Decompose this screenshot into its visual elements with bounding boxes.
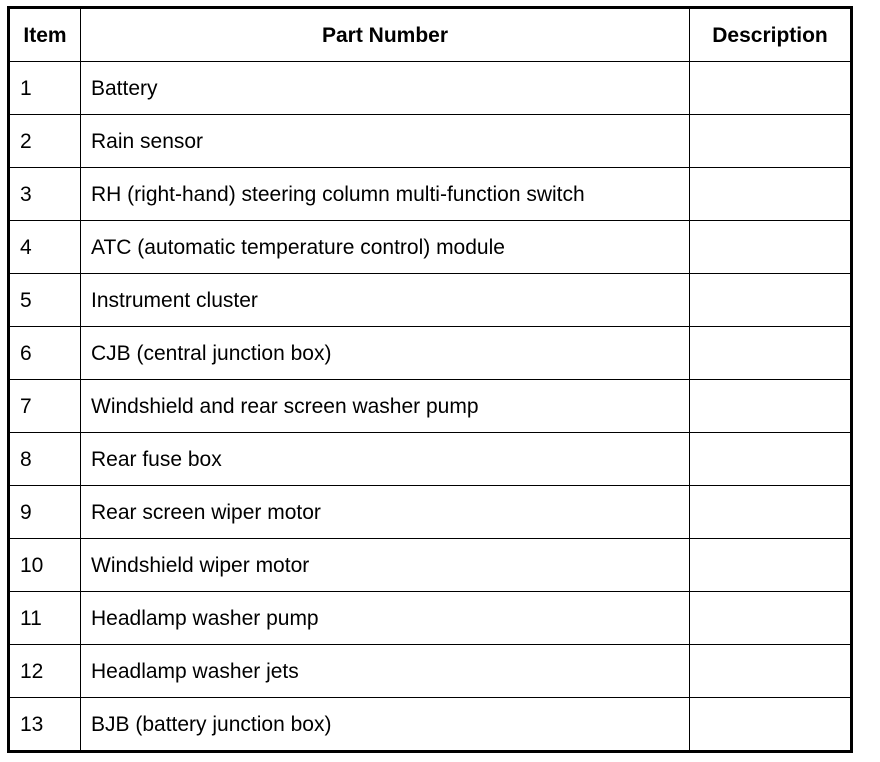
description-cell (690, 592, 852, 645)
table-row (9, 486, 852, 539)
part-number-cell: Windshield and rear screen washer pump (81, 380, 690, 433)
description-cell (690, 539, 852, 592)
table-row (9, 433, 852, 486)
table-row (9, 221, 852, 274)
header-part-number: Part Number (81, 8, 690, 62)
item-number-cell: 2 (9, 115, 81, 168)
table-body (9, 62, 852, 752)
item-number-cell: 4 (9, 221, 81, 274)
item-number-cell: 9 (9, 486, 81, 539)
table-row (9, 62, 852, 115)
table-row (9, 168, 852, 221)
item-number-cell: 12 (9, 645, 81, 698)
table-header-row (9, 8, 852, 62)
part-number-cell: Rear screen wiper motor (81, 486, 690, 539)
header-item: Item (9, 8, 81, 62)
description-cell (690, 115, 852, 168)
item-number-cell: 7 (9, 380, 81, 433)
table-row (9, 698, 852, 752)
parts-table (7, 6, 853, 753)
part-number-cell: CJB (central junction box) (81, 327, 690, 380)
part-number-cell: Rain sensor (81, 115, 690, 168)
header-description: Description (690, 8, 852, 62)
description-cell (690, 62, 852, 115)
table-row (9, 539, 852, 592)
table-row (9, 115, 852, 168)
part-number-cell: Windshield wiper motor (81, 539, 690, 592)
table-row (9, 592, 852, 645)
item-number-cell: 3 (9, 168, 81, 221)
description-cell (690, 221, 852, 274)
item-number-cell: 8 (9, 433, 81, 486)
part-number-cell: Headlamp washer jets (81, 645, 690, 698)
description-cell (690, 698, 852, 752)
item-number-cell: 5 (9, 274, 81, 327)
description-cell (690, 327, 852, 380)
table-row (9, 327, 852, 380)
part-number-cell: Headlamp washer pump (81, 592, 690, 645)
part-number-cell: Instrument cluster (81, 274, 690, 327)
description-cell (690, 168, 852, 221)
part-number-cell: Rear fuse box (81, 433, 690, 486)
table-row (9, 274, 852, 327)
part-number-cell: BJB (battery junction box) (81, 698, 690, 752)
description-cell (690, 380, 852, 433)
part-number-cell: ATC (automatic temperature control) module (81, 221, 690, 274)
item-number-cell: 13 (9, 698, 81, 752)
part-number-cell: Battery (81, 62, 690, 115)
description-cell (690, 486, 852, 539)
description-cell (690, 274, 852, 327)
part-number-cell: RH (right-hand) steering column multi-function switch (81, 168, 690, 221)
table-row (9, 380, 852, 433)
item-number-cell: 1 (9, 62, 81, 115)
description-cell (690, 645, 852, 698)
item-number-cell: 10 (9, 539, 81, 592)
item-number-cell: 11 (9, 592, 81, 645)
item-number-cell: 6 (9, 327, 81, 380)
table-row (9, 645, 852, 698)
description-cell (690, 433, 852, 486)
